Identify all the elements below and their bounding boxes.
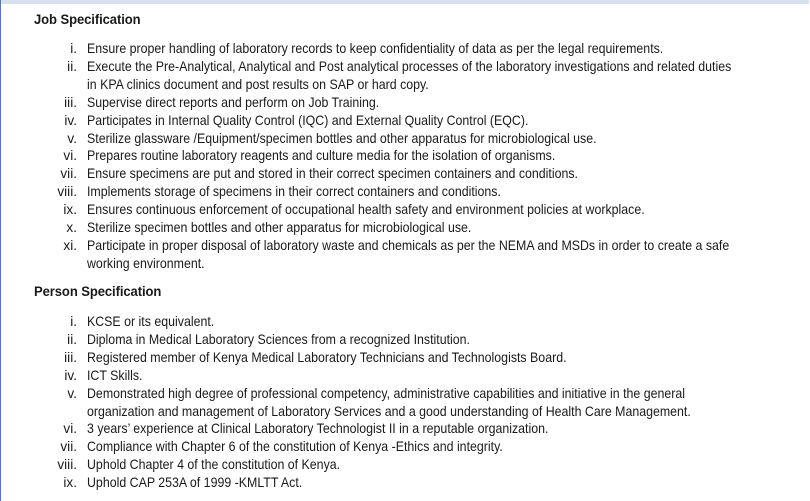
list-item-number: vii. bbox=[60, 166, 77, 182]
list-item-text bbox=[87, 456, 806, 474]
list-item-text bbox=[87, 237, 806, 273]
list-item-line: Ensure specimens are put and stored in their correct specimen containers and conditions. bbox=[87, 166, 578, 182]
list-item-number: iii. bbox=[64, 94, 77, 110]
list-item-text bbox=[87, 367, 806, 385]
list-item-text bbox=[87, 130, 806, 148]
list-item-text bbox=[87, 420, 806, 438]
list-item-line: Ensures continuous enforcement of occupational health safety and environment policies at workplace. bbox=[87, 202, 645, 218]
list-item-line: in KPA clinics document and post results on SAP or hard copy. bbox=[87, 76, 429, 92]
list-item-line: Prepares routine laboratory reagents and culture media for the isolation of organisms. bbox=[87, 148, 556, 164]
list-item bbox=[1, 420, 809, 438]
list-item-number: vii. bbox=[60, 439, 77, 455]
list-item bbox=[1, 94, 809, 112]
list-item-line: 3 years’ experience at Clinical Laboratory Technologist II in a reputable organization. bbox=[87, 421, 549, 437]
list-item-text bbox=[87, 165, 806, 183]
list-item-text bbox=[87, 219, 806, 237]
list-item bbox=[1, 367, 809, 385]
list-item-line: organization and management of Laboratory Services and a good understanding of Health Care Management. bbox=[87, 403, 691, 419]
list-item-number: v. bbox=[67, 385, 77, 401]
list-item-number: ix. bbox=[63, 475, 77, 491]
list-item bbox=[1, 237, 809, 273]
list-item bbox=[1, 147, 809, 165]
list-item-number: ii. bbox=[67, 331, 77, 347]
list-item-line: Participate in proper disposal of laboratory waste and chemicals as per the NEMA and MSDs in order to create a safe bbox=[87, 237, 730, 253]
list-item bbox=[1, 313, 809, 331]
list-item-line: Ensure proper handling of laboratory records to keep confidentiality of data as per the legal requirements. bbox=[87, 41, 664, 56]
list-item-line: working environment. bbox=[87, 255, 205, 271]
list-item-number: viii. bbox=[57, 457, 77, 473]
list-item bbox=[1, 58, 809, 94]
list-item bbox=[1, 349, 809, 367]
list-item-text bbox=[87, 201, 806, 219]
list-item-number: iv. bbox=[64, 112, 77, 128]
list-item-text bbox=[87, 112, 806, 130]
list-item-text bbox=[87, 313, 806, 331]
list-item-number: vi. bbox=[63, 421, 77, 437]
list-item-line: KCSE or its equivalent. bbox=[87, 314, 215, 329]
list-item-number: vi. bbox=[63, 148, 77, 164]
list-item-line: Execute the Pre-Analytical, Analytical and Post analytical processes of the laboratory investigations and related duties bbox=[87, 58, 732, 74]
list-item-number: viii. bbox=[57, 184, 77, 200]
list-item-text bbox=[87, 349, 806, 367]
list-item-line: Supervise direct reports and perform on Job Training. bbox=[87, 94, 380, 110]
list-item bbox=[1, 474, 809, 492]
list-item bbox=[1, 130, 809, 148]
list-item bbox=[1, 331, 809, 349]
list-item-text bbox=[87, 385, 806, 421]
list-item-text bbox=[87, 183, 806, 201]
list-item bbox=[1, 385, 809, 421]
list-item-line: Demonstrated high degree of professional competency, administrative capabilities and initiative in the general bbox=[87, 385, 686, 401]
list-item bbox=[1, 456, 809, 474]
list-item-text bbox=[87, 474, 806, 492]
list-item-text bbox=[87, 147, 806, 165]
list-item-number: i. bbox=[70, 314, 77, 329]
list-item bbox=[1, 40, 809, 58]
list-item-number: xi. bbox=[63, 237, 77, 253]
list-item-number: ix. bbox=[63, 202, 77, 218]
list-item bbox=[1, 201, 809, 219]
list-item-number: ii. bbox=[67, 58, 77, 74]
list-item-line: ICT Skills. bbox=[87, 367, 143, 383]
list-item bbox=[1, 165, 809, 183]
list-item-line: Uphold CAP 253A of 1999 -KMLTT Act. bbox=[87, 475, 303, 491]
list-item-number: iv. bbox=[64, 367, 77, 383]
list-item-line: Compliance with Chapter 6 of the constitution of Kenya -Ethics and integrity. bbox=[87, 439, 503, 455]
list-item-text bbox=[87, 438, 806, 456]
list-item bbox=[1, 438, 809, 456]
person-specification-heading: Person Specification bbox=[34, 284, 162, 300]
list-item bbox=[1, 183, 809, 201]
list-item-number: i. bbox=[70, 41, 77, 56]
list-item-line: Sterilize specimen bottles and other apparatus for microbiological use. bbox=[87, 220, 472, 236]
job-specification-list bbox=[1, 40, 809, 273]
list-item-line: Implements storage of specimens in their correct containers and conditions. bbox=[87, 184, 501, 200]
list-item bbox=[1, 112, 809, 130]
list-item-text bbox=[87, 331, 806, 349]
job-specification-heading: Job Specification bbox=[34, 12, 141, 28]
top-divider bbox=[1, 0, 809, 4]
list-item-number: x. bbox=[66, 220, 77, 236]
person-specification-list bbox=[1, 313, 809, 492]
list-item-number: iii. bbox=[64, 349, 77, 365]
list-item-line: Sterilize glassware /Equipment/specimen bottles and other apparatus for microbiological use. bbox=[87, 130, 597, 146]
list-item-text bbox=[87, 40, 806, 58]
list-item-line: Uphold Chapter 4 of the constitution of Kenya. bbox=[87, 457, 341, 473]
list-item-line: Participates in Internal Quality Control (IQC) and External Quality Control (EQC). bbox=[87, 112, 529, 128]
list-item bbox=[1, 219, 809, 237]
list-item-text bbox=[87, 94, 806, 112]
list-item-line: Registered member of Kenya Medical Laboratory Technicians and Technologists Board. bbox=[87, 349, 567, 365]
list-item-number: v. bbox=[67, 130, 77, 146]
list-item-line: Diploma in Medical Laboratory Sciences from a recognized Institution. bbox=[87, 331, 470, 347]
list-item-text bbox=[87, 58, 806, 94]
